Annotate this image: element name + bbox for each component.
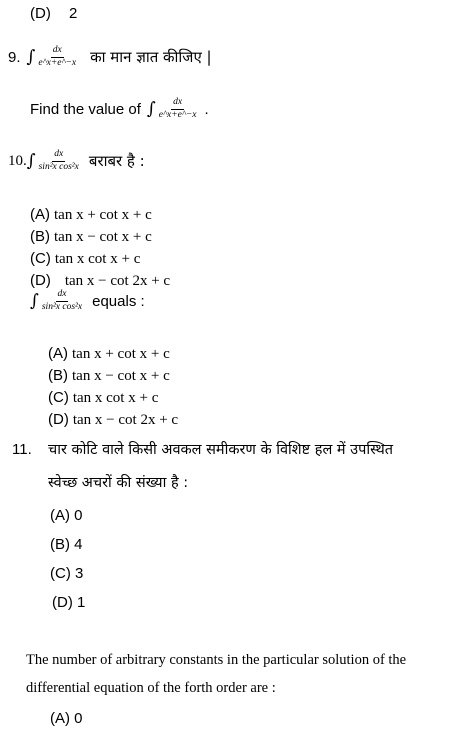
q10-options-second [48, 343, 178, 431]
q11-english-line2: differential equation of the forth order are : [26, 680, 276, 696]
integral-sign: ∫ [26, 47, 36, 67]
q9-hindi [8, 46, 212, 68]
denominator: e^x+e^−x [158, 109, 197, 120]
fraction [40, 290, 84, 312]
denominator: sin²x cos²x [38, 161, 79, 172]
integral-sign: ∫ [30, 291, 39, 311]
denominator: e^x+e^−x [38, 57, 77, 68]
fraction [157, 98, 199, 120]
option-a: (A) tan x + cot x + c [48, 345, 170, 362]
denominator: sin²x cos²x [41, 301, 83, 312]
q11-option-b: (B) 4 [50, 536, 83, 553]
option-d: (D) tan x − cot 2x + c [30, 272, 171, 289]
english-question-text: Find the value of [30, 100, 141, 118]
fraction [36, 46, 78, 68]
option-label: (D) [30, 5, 51, 22]
period: . [204, 100, 209, 118]
question-number: 9. [8, 48, 21, 66]
numerator: dx [56, 290, 69, 302]
numerator: dx [52, 150, 65, 162]
q10-options-first [30, 204, 170, 292]
q10-hindi [8, 150, 145, 172]
option-c: (C) tan x cot x + c [48, 389, 159, 406]
q9-english [30, 98, 209, 120]
q11-number: 11. [12, 441, 32, 458]
fraction [37, 150, 81, 172]
q11-option-a: (A) 0 [50, 507, 83, 524]
numerator: dx [51, 46, 64, 58]
hindi-question-text: का मान ज्ञात कीजिए | [90, 48, 212, 66]
q11-hindi-line2: स्वेच्छ अचरों की संख्या है : [48, 475, 189, 491]
numerator: dx [171, 98, 184, 110]
hindi-question-text: बराबर है : [88, 152, 145, 170]
integral-sign: ∫ [146, 99, 156, 119]
q11-option-c: (C) 3 [50, 565, 84, 582]
integral-sign: ∫ [26, 151, 36, 171]
q11-hindi-line1: चार कोटि वाले किसी अवकल समीकरण के विशिष्ट हल में उपस्थित [48, 442, 393, 458]
question-number: 10. [8, 152, 27, 169]
option-b: (B) tan x − cot x + c [30, 228, 152, 245]
option-c: (C) tan x cot x + c [30, 250, 141, 267]
q11-english-line1: The number of arbitrary constants in the particular solution of the [26, 652, 407, 668]
q11-english-option-a: (A) 0 [50, 710, 83, 727]
prev-option-d [30, 5, 77, 22]
q11-option-d: (D) 1 [52, 594, 86, 611]
option-b: (B) tan x − cot x + c [48, 367, 170, 384]
option-value: 2 [69, 5, 78, 22]
option-a: (A) tan x + cot x + c [30, 206, 152, 223]
english-question-text: equals : [92, 292, 145, 310]
q10-english [30, 290, 145, 312]
option-d: (D) tan x − cot 2x + c [48, 411, 179, 428]
